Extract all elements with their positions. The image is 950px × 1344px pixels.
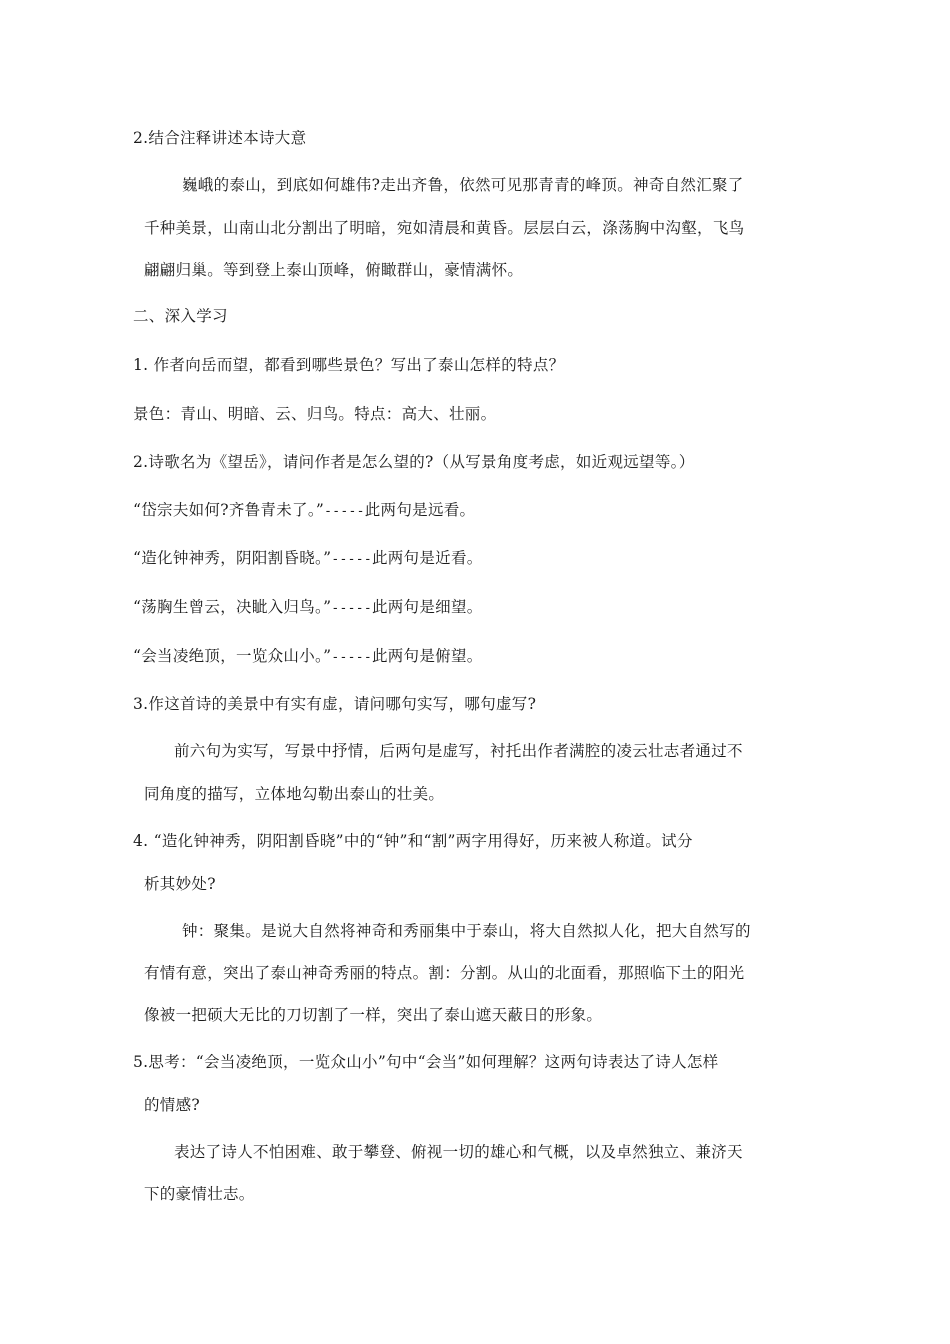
view-note: 此两句是近看。 — [371, 549, 483, 567]
q2b-answer-row — [133, 596, 483, 620]
q2b-answer-row — [133, 499, 475, 523]
poem-quote: “荡胸生曾云，决眦入归鸟。” — [133, 598, 332, 616]
q4-question-line-1: 4. “造化钟神秀，阴阳割昏晓”中的“钟”和“割”两字用得好，历来被人称道。试分 — [133, 832, 693, 850]
q3-answer-line-1: 前六句为实写，写景中抒情，后两句是虚写，衬托出作者满腔的凌云壮志者通过不 — [174, 742, 743, 760]
view-note: 此两句是俯望。 — [371, 647, 483, 665]
q2b-answer-row — [133, 645, 483, 669]
q3-question: 3.作这首诗的美景中有实有虚，请问哪句实写，哪句虚写? — [133, 695, 537, 713]
q5-answer-line-2: 下的豪情壮志。 — [144, 1185, 255, 1203]
q5-answer-line-1: 表达了诗人不怕困难、敢于攀登、俯视一切的雄心和气概，以及卓然独立、兼济天 — [174, 1143, 743, 1161]
q4-question-line-2: 析其妙处? — [144, 875, 216, 893]
q1-question: 1. 作者向岳而望，都看到哪些景色？写出了泰山怎样的特点？ — [133, 356, 565, 374]
q5-question-line-1: 5.思考：“会当凌绝顶，一览众山小”句中“会当”如何理解？这两句诗表达了诗人怎样 — [133, 1053, 719, 1071]
q4-answer-line-2: 有情有意，突出了泰山神奇秀丽的特点。割：分割。从山的北面看，那照临下土的阳光 — [144, 964, 745, 982]
poem-quote: “会当凌绝顶，一览众山小。” — [133, 647, 332, 665]
q2-heading: 2.结合注释讲述本诗大意 — [133, 129, 307, 147]
q2b-answer-row — [133, 547, 483, 571]
dash-separator: ----- — [331, 650, 372, 665]
dash-separator: ----- — [331, 552, 372, 567]
q2-answer-line-3: 翩翩归巢。等到登上泰山顶峰，俯瞰群山，豪情满怀。 — [144, 261, 524, 279]
dash-separator: ----- — [324, 504, 365, 519]
dash-separator: ----- — [331, 601, 372, 616]
q4-answer-line-3: 像被一把硕大无比的刀切割了一样，突出了泰山遮天蔽日的形象。 — [144, 1006, 603, 1024]
view-note: 此两句是细望。 — [371, 598, 483, 616]
q4-answer-line-1: 钟：聚集。是说大自然将神奇和秀丽集中于泰山，将大自然拟人化，把大自然写的 — [182, 922, 751, 940]
q2b-question: 2.诗歌名为《望岳》，请问作者是怎么望的?（从写景角度考虑，如近观远望等。） — [133, 453, 695, 471]
q2-answer-line-1: 巍峨的泰山，到底如何雄伟?走出齐鲁，依然可见那青青的峰顶。神奇自然汇聚了 — [182, 176, 744, 194]
q1-answer: 景色：青山、明暗、云、归鸟。特点：高大、壮丽。 — [133, 405, 497, 423]
poem-quote: “造化钟神秀，阴阳割昏晓。” — [133, 549, 332, 567]
q3-answer-line-2: 同角度的描写，立体地勾勒出泰山的壮美。 — [144, 785, 445, 803]
poem-quote: “岱宗夫如何?齐鲁青未了。” — [133, 501, 325, 519]
q2-answer-line-2: 千种美景，山南山北分割出了明暗，宛如清晨和黄昏。层层白云，涤荡胸中沟壑，飞鸟 — [144, 219, 745, 237]
section-heading: 二、深入学习 — [133, 307, 228, 325]
view-note: 此两句是远看。 — [364, 501, 476, 519]
q5-question-line-2: 的情感? — [144, 1096, 201, 1114]
